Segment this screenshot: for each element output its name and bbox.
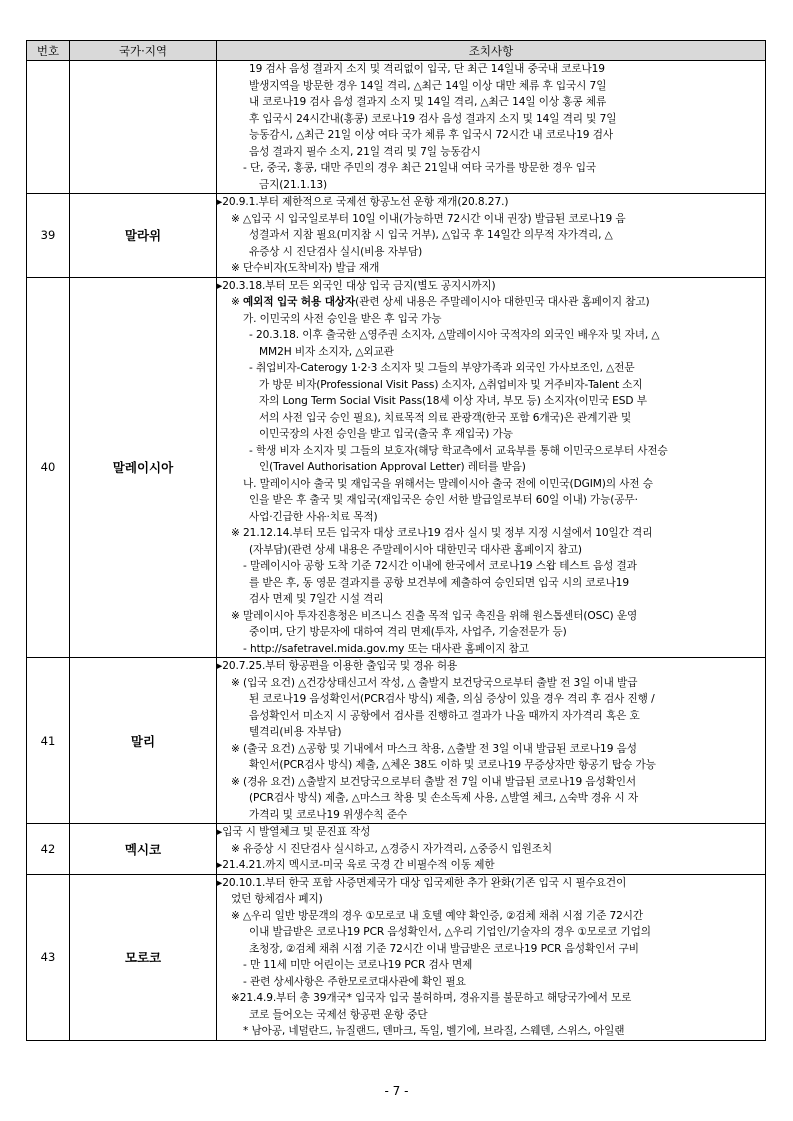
table-row [27, 277, 766, 658]
measure-line: 능동감시, △최근 21일 이상 여타 국가 체류 후 입국시 72시간 내 코로나19 검사 [249, 129, 613, 141]
measure-line: ※ 유증상 시 진단검사 실시하고, △경증시 자가격리, △중증시 입원조치 [231, 842, 553, 855]
measure-line: 내 코로나19 검사 음성 결과지 소지 및 14일 격리, △최근 14일 이상 홍콩 체류 [249, 96, 607, 108]
table-row [27, 61, 766, 194]
measure-line: 이민국장의 사전 승인을 받고 입국(출국 후 재입국) 가능 [259, 428, 513, 440]
measure-line: ※ 단수비자(도착비자) 발급 재개 [231, 262, 380, 274]
measure-line: 발생지역을 방문한 경우 14일 격리, △최근 14일 이상 대만 체류 후 입국시 7일 [249, 79, 607, 92]
measure-line: MM2H 비자 소지자, △외교관 [259, 345, 394, 358]
measure-line: - 관련 상세사항은 주한모로코대사관에 확인 필요 [243, 975, 466, 988]
measure-line: - 학생 비자 소지자 및 그들의 보호자(해당 학교측에서 교육부를 통해 이민국으로부터 사전승 [249, 444, 668, 457]
measure-line: 음성 결과지 필수 소지, 21일 격리 및 7일 능동감시 [249, 145, 481, 158]
country-name: 멕시코 [70, 824, 217, 875]
table-row [27, 658, 766, 824]
measure-line: 인을 받은 후 출국 및 재입국(재입국은 승인 서한 발급일로부터 60일 이내) 가능(공무· [249, 494, 638, 506]
measure-line: 가. 이민국의 사전 승인을 받은 후 입국 가능 [243, 312, 442, 325]
measures-cell [217, 194, 766, 278]
measure-line: 19 검사 음성 결과지 소지 및 격리없이 입국, 단 최근 14일내 중국내 코로나19 [249, 63, 605, 75]
measure-line: ※ (입국 요건) △건강상태신고서 작성, △ 출발지 보건당국으로부터 출발 전 3일 이내 발급 [231, 676, 638, 689]
measure-line: 이내 발급받은 코로나19 PCR 음성확인서, △우리 기업인/기술자의 경우 ①모로코 기업의 [249, 926, 651, 938]
country-name: 말레이시아 [70, 277, 217, 658]
measure-line: 텔격리(비용 자부담) [249, 726, 342, 738]
measure-line: ※ 예외적 입국 허용 대상자(관련 상세 내용은 주말레이시아 대한민국 대사관 홈페이지 참고) [231, 296, 650, 308]
measure-line: 초청장, ②검체 채취 시점 기준 72시간 이내 발급받은 코로나19 PCR 음성확인서 구비 [249, 942, 639, 955]
country-name: 말리 [70, 658, 217, 824]
measure-line: (자부담)(관련 상세 내용은 주말레이시아 대한민국 대사관 홈페이지 참고) [249, 543, 582, 556]
measure-line: ▸20.3.18.부터 모든 외국인 대상 입국 금지(별도 공지시까지) [217, 279, 496, 292]
row-number [27, 61, 70, 194]
country-name: 모로코 [70, 874, 217, 1040]
measure-line: - 말레이시아 공항 도착 기준 72시간 이내에 한국에서 코로나19 스왑 테스트 음성 결과 [243, 560, 637, 572]
measure-line: 가 방문 비자(Professional Visit Pass) 소지자, △취업비자 및 거주비자-Talent 소지 [259, 378, 643, 391]
row-number: 42 [27, 824, 70, 875]
measure-line: 후 입국시 24시간내(홍콩) 코로나19 검사 음성 결과지 소지 및 14일 격리 및 7일 [249, 112, 617, 125]
measure-line: - 단, 중국, 홍콩, 대만 주민의 경우 최근 21일내 여타 국가를 방문한 경우 입국 [243, 162, 597, 174]
measure-line: (PCR검사 방식) 제출, △마스크 착용 및 손소독제 사용, △발열 체크, △숙박 경유 시 자 [249, 792, 639, 804]
measures-table [26, 40, 766, 1041]
measure-line: ※ △우리 일반 방문객의 경우 ①모로코 내 호텔 예약 확인증, ②검체 채취 시점 기준 72시간 [231, 909, 644, 922]
measure-line: ▸20.10.1.부터 한국 포함 사증면제국가 대상 입국제한 추가 완화(기존 입국 시 필수요건이 [217, 876, 627, 889]
measure-line: 사업·긴급한 사유·치료 목적) [249, 510, 378, 523]
measure-line: 를 받은 후, 동 영문 결과지를 공항 보건부에 제출하여 승인되면 입국 시의 코로나19 [249, 576, 630, 589]
measure-line: 코로 들어오는 국제선 항공편 운항 중단 [249, 1008, 428, 1021]
measures-cell [217, 824, 766, 875]
measure-line: ▸입국 시 발열체크 및 문진표 작성 [217, 826, 371, 838]
measure-line: 중이며, 단기 방문자에 대하여 격리 면제(투자, 사업주, 기술전문가 등) [249, 626, 567, 638]
measure-line: ▸21.4.21.까지 멕시코-미국 육로 국경 간 비필수적 이동 제한 [217, 859, 495, 871]
measure-line: 자의 Long Term Social Visit Pass(18세 이상 자녀, 부모 등) 소지자(이민국 ESD 부 [259, 395, 647, 407]
table-row [27, 874, 766, 1040]
measure-line: ※ △입국 시 입국일로부터 10일 이내(가능하면 72시간 이내 권장) 발급된 코로나19 음 [231, 212, 626, 225]
measure-line: ※ 21.12.14.부터 모든 입국자 대상 코로나19 검사 실시 및 정부 지정 시설에서 10일간 격리 [231, 527, 653, 539]
measures-cell [217, 61, 766, 194]
measure-line: 음성확인서 미소지 시 공항에서 검사를 진행하고 결과가 나올 때까지 자가격리 혹은 호 [249, 709, 640, 722]
measures-cell [217, 874, 766, 1040]
measure-line: - http://safetravel.mida.gov.my 또는 대사관 홈페이지 참고 [243, 642, 529, 655]
measure-line: - 만 11세 미만 어린이는 코로나19 PCR 검사 면제 [243, 959, 473, 971]
measure-line: 된 코로나19 음성확인서(PCR검사 방식) 제출, 의심 증상이 있을 경우 격리 후 검사 진행 / [249, 693, 655, 705]
measures-cell [217, 658, 766, 824]
table-row [27, 824, 766, 875]
table-header-row [27, 41, 766, 61]
measure-line: 서의 사전 입국 승인 필요), 치료목적 의료 관광객(한국 포함 6개국)은 관계기관 및 [259, 411, 632, 424]
measure-line: - 취업비자-Caterogy 1·2·3 소지자 및 그들의 부양가족과 외국인 가사보조인, △전문 [249, 362, 635, 374]
measure-line: ▸20.7.25.부터 항공편을 이용한 출입국 및 경유 허용 [217, 660, 458, 672]
row-number: 39 [27, 194, 70, 278]
header-country: 국가·지역 [70, 41, 217, 61]
measure-line: - 20.3.18. 이후 출국한 △영주권 소지자, △말레이시아 국적자의 외국인 배우자 및 자녀, △ [249, 329, 660, 341]
emphasis-text: 예외적 입국 허용 대상자 [243, 296, 356, 308]
header-measures: 조치사항 [217, 41, 766, 61]
row-number: 41 [27, 658, 70, 824]
measure-line: 가격리 및 코로나19 위생수칙 준수 [249, 808, 408, 821]
measure-line: 금지(21.1.13) [259, 178, 328, 191]
measure-line: 인(Travel Authorisation Approval Letter) 레터를 받음) [259, 461, 526, 473]
measure-line: 성결과서 지참 필요(미지참 시 입국 거부), △입국 후 14일간 의무적 자가격리, △ [249, 229, 613, 241]
measure-line: ※21.4.9.부터 총 39개국* 입국자 입국 불허하며, 경유지를 불문하고 해당국가에서 모로 [231, 992, 632, 1004]
measures-cell [217, 277, 766, 658]
table-row [27, 194, 766, 278]
measure-line: 검사 면제 및 7일간 시설 격리 [249, 593, 384, 605]
measure-line: ※ (경유 요건) △출발지 보건당국으로부터 출발 전 7일 이내 발급된 코로나19 음성확인서 [231, 775, 637, 788]
measure-line: 나. 말레이시아 출국 및 재입국을 위해서는 말레이시아 출국 전에 이민국(DGIM)의 사전 승 [243, 477, 653, 490]
header-no: 번호 [27, 41, 70, 61]
measure-line: ▸20.9.1.부터 제한적으로 국제선 항공노선 운항 재개(20.8.27.) [217, 196, 509, 208]
country-name [70, 61, 217, 194]
page-number: - 7 - [384, 1084, 409, 1098]
row-number: 40 [27, 277, 70, 658]
country-name: 말라위 [70, 194, 217, 278]
measure-line: 유증상 시 진단검사 실시(비용 자부담) [249, 245, 423, 258]
row-number: 43 [27, 874, 70, 1040]
measure-line: * 남아공, 네덜란드, 뉴질랜드, 덴마크, 독일, 벨기에, 브라질, 스웨덴, 스위스, 아일랜 [243, 1025, 625, 1037]
measure-line: ※ 말레이시아 투자진흥청은 비즈니스 진출 목적 입국 촉진을 위해 원스톱센터(OSC) 운영 [231, 609, 638, 622]
measure-line: ※ (출국 요건) △공항 및 기내에서 마스크 착용, △출발 전 3일 이내 발급된 코로나19 음성 [231, 742, 637, 755]
measure-line: 확인서(PCR검사 방식) 제출, △체온 38도 이하 및 코로나19 무증상자만 항공기 탑승 가능 [249, 759, 656, 771]
measure-line: 었던 항체검사 폐지) [231, 893, 323, 905]
